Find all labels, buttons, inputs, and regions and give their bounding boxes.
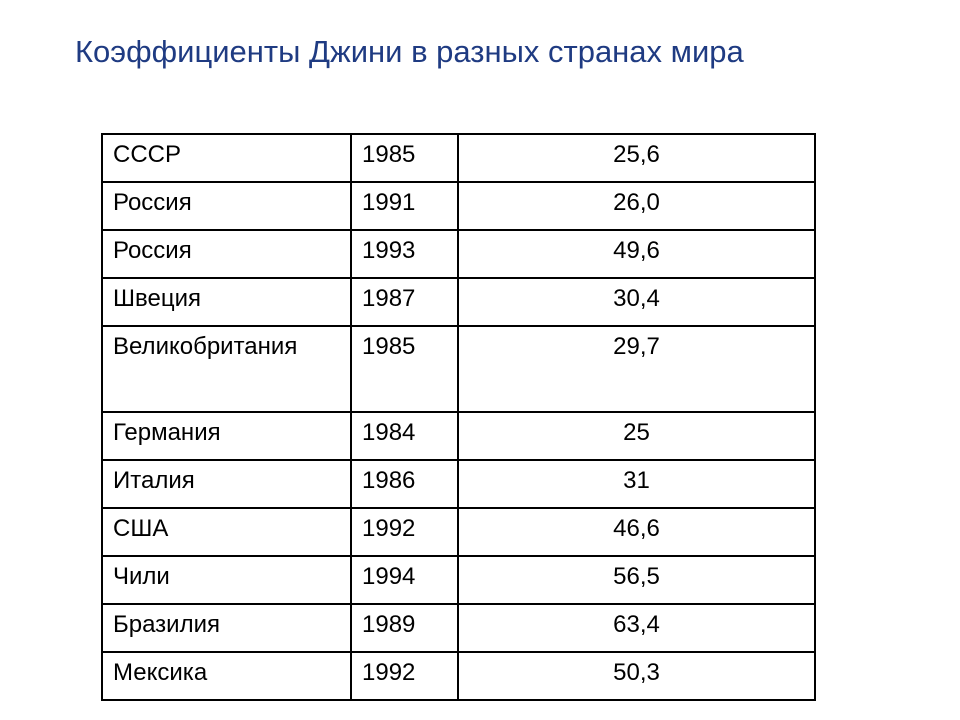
table-row bbox=[102, 182, 815, 230]
table-row bbox=[102, 326, 815, 412]
year-cell: 1989 bbox=[351, 604, 458, 652]
table-row bbox=[102, 556, 815, 604]
year-cell: 1992 bbox=[351, 508, 458, 556]
country-cell: Мексика bbox=[102, 652, 351, 700]
country-cell: Италия bbox=[102, 460, 351, 508]
table-row bbox=[102, 604, 815, 652]
year-cell: 1994 bbox=[351, 556, 458, 604]
country-cell: Германия bbox=[102, 412, 351, 460]
year-cell: 1987 bbox=[351, 278, 458, 326]
table-row bbox=[102, 508, 815, 556]
table-row bbox=[102, 652, 815, 700]
gini-value-cell: 26,0 bbox=[458, 182, 815, 230]
table-row bbox=[102, 230, 815, 278]
year-cell: 1993 bbox=[351, 230, 458, 278]
gini-value-cell: 49,6 bbox=[458, 230, 815, 278]
gini-value-cell: 25 bbox=[458, 412, 815, 460]
year-cell: 1985 bbox=[351, 326, 458, 412]
gini-table bbox=[101, 133, 816, 701]
country-cell: Россия bbox=[102, 182, 351, 230]
gini-value-cell: 29,7 bbox=[458, 326, 815, 412]
year-cell: 1992 bbox=[351, 652, 458, 700]
gini-value-cell: 30,4 bbox=[458, 278, 815, 326]
country-cell: Швеция bbox=[102, 278, 351, 326]
table-row bbox=[102, 278, 815, 326]
gini-value-cell: 25,6 bbox=[458, 134, 815, 182]
gini-value-cell: 56,5 bbox=[458, 556, 815, 604]
year-cell: 1991 bbox=[351, 182, 458, 230]
gini-value-cell: 50,3 bbox=[458, 652, 815, 700]
country-cell: США bbox=[102, 508, 351, 556]
country-cell: СССР bbox=[102, 134, 351, 182]
year-cell: 1986 bbox=[351, 460, 458, 508]
year-cell: 1985 bbox=[351, 134, 458, 182]
gini-value-cell: 31 bbox=[458, 460, 815, 508]
country-cell: Бразилия bbox=[102, 604, 351, 652]
slide-title: Коэффициенты Джини в разных странах мира bbox=[75, 34, 744, 69]
year-cell: 1984 bbox=[351, 412, 458, 460]
country-cell: Россия bbox=[102, 230, 351, 278]
country-cell: Великобритания bbox=[102, 326, 351, 412]
table-row bbox=[102, 134, 815, 182]
table-row bbox=[102, 412, 815, 460]
gini-value-cell: 46,6 bbox=[458, 508, 815, 556]
table-row bbox=[102, 460, 815, 508]
gini-value-cell: 63,4 bbox=[458, 604, 815, 652]
country-cell: Чили bbox=[102, 556, 351, 604]
